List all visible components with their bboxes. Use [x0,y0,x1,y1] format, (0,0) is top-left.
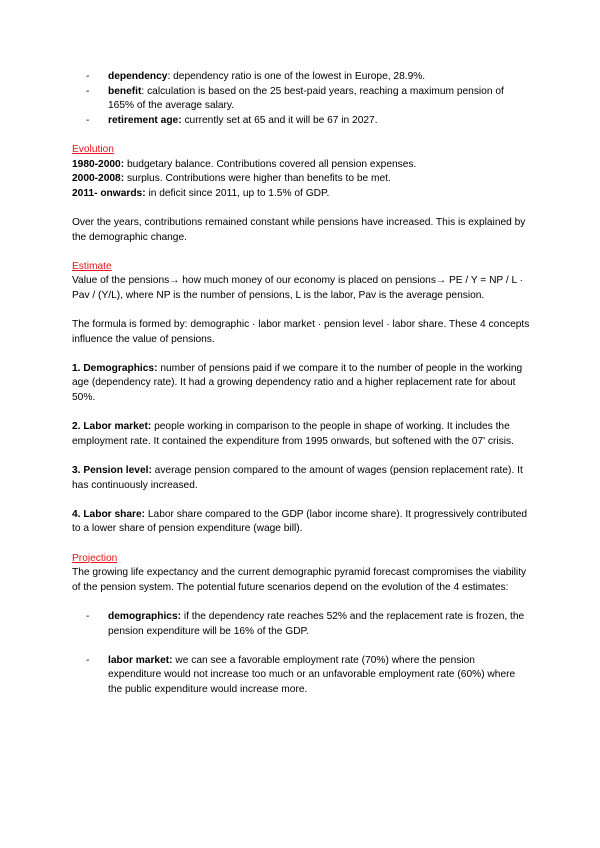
estimate-item-title: 1. Demographics: [72,362,158,374]
estimate-item [72,362,530,406]
estimate-item-title: 3. Pension level: [72,465,152,477]
projection-heading: Projection [72,552,118,564]
estimate-item-title: 4. Labor share: [72,508,146,520]
estimate-item-text: Labor share compared to the GDP (labor income share). It progressively contributed to a lower share of pension expenditure (wage bill). [72,508,528,535]
estimate-item-text: people working in comparison to the people in shape of working. It includes the employment rate. It contained the expenditure from 1995 onwards, but softened with the 07' crisis. [72,421,514,447]
list-item [72,610,530,639]
period-text: budgetary balance. Contributions covered all pension expenses. [124,158,417,170]
bullet-dash: - [86,85,90,97]
bullet-term: retirement age: [108,114,182,126]
period-label: 2000-2008: [72,173,125,185]
evolution-line [72,172,530,187]
evolution-line [72,158,530,173]
bullet-dash: - [86,114,90,126]
period-label: 1980-2000: [72,158,125,170]
projection-bullet-list-2 [72,654,530,698]
period-label: 2011- onwards: [72,187,146,199]
document-page [72,70,530,698]
period-text: surplus. Contributions were higher than benefits to be met. [124,173,391,185]
estimate-formula-text: The formula is formed by: demographic · labor market · pension level · labor share. These 4 concepts influence the value of pensions. [72,319,530,345]
list-item [72,85,530,114]
bullet-text: if the dependency rate reaches 52% and the replacement rate is frozen, the pension expenditure will be 16% of the GDP. [108,610,525,637]
bullet-term: dependency [108,71,168,82]
evolution-heading: Evolution [72,143,114,155]
estimate-item-title: 2. Labor market: [72,421,152,433]
estimate-item-text: number of pensions paid if we compare it to the number of people in the working age (dependency rate). It had a growing dependency ratio and a higher replacement rate for about 50%. [72,362,523,404]
estimate-intro: Value of the pensions→ how much money of our economy is placed on pensions→ PE / Y = NP / L · Pav / (Y/L), where NP is the number of pensions, L is the labor, Pav is the average pension. [72,275,524,301]
projection-bullet-list [72,610,530,639]
bullet-dash: - [86,71,90,82]
bullet-dash: - [86,610,90,622]
bullet-text: : calculation is based on the 25 best-paid years, reaching a maximum pension of 165% of the average salary. [108,85,504,112]
evolution-line [72,187,530,202]
top-bullet-list [72,70,530,128]
list-item [72,70,530,85]
bullet-term: benefit [108,85,142,97]
estimate-item [72,420,530,449]
bullet-dash: - [86,654,90,666]
bullet-text: : dependency ratio is one of the lowest in Europe, 28.9%. [167,71,426,82]
list-item [72,114,530,129]
bullet-text: currently set at 65 and it will be 67 in 2027. [181,114,378,126]
estimate-item [72,464,530,493]
estimate-item [72,508,530,537]
evolution-paragraph: Over the years, contributions remained constant while pensions have increased. This is explained by the demographic change. [72,216,526,243]
period-text: in deficit since 2011, up to 1.5% of GDP. [145,187,330,199]
estimate-heading: Estimate [72,260,112,272]
bullet-term: demographics: [108,610,182,622]
projection-paragraph: The growing life expectancy and the current demographic pyramid forecast compromises the viability of the pension system. The potential future scenarios depend on the evolution of the 4 estimates: [72,567,527,593]
bullet-text: we can see a favorable employment rate (70%) where the pension expenditure would not increase too much or an unfavorable employment rate (60%) where the public expenditure would increase more. [108,654,516,695]
bullet-term: labor market: [108,654,173,666]
estimate-item-text: average pension compared to the amount of wages (pension replacement rate). It has continuously increased. [72,465,523,491]
list-item [72,654,530,698]
